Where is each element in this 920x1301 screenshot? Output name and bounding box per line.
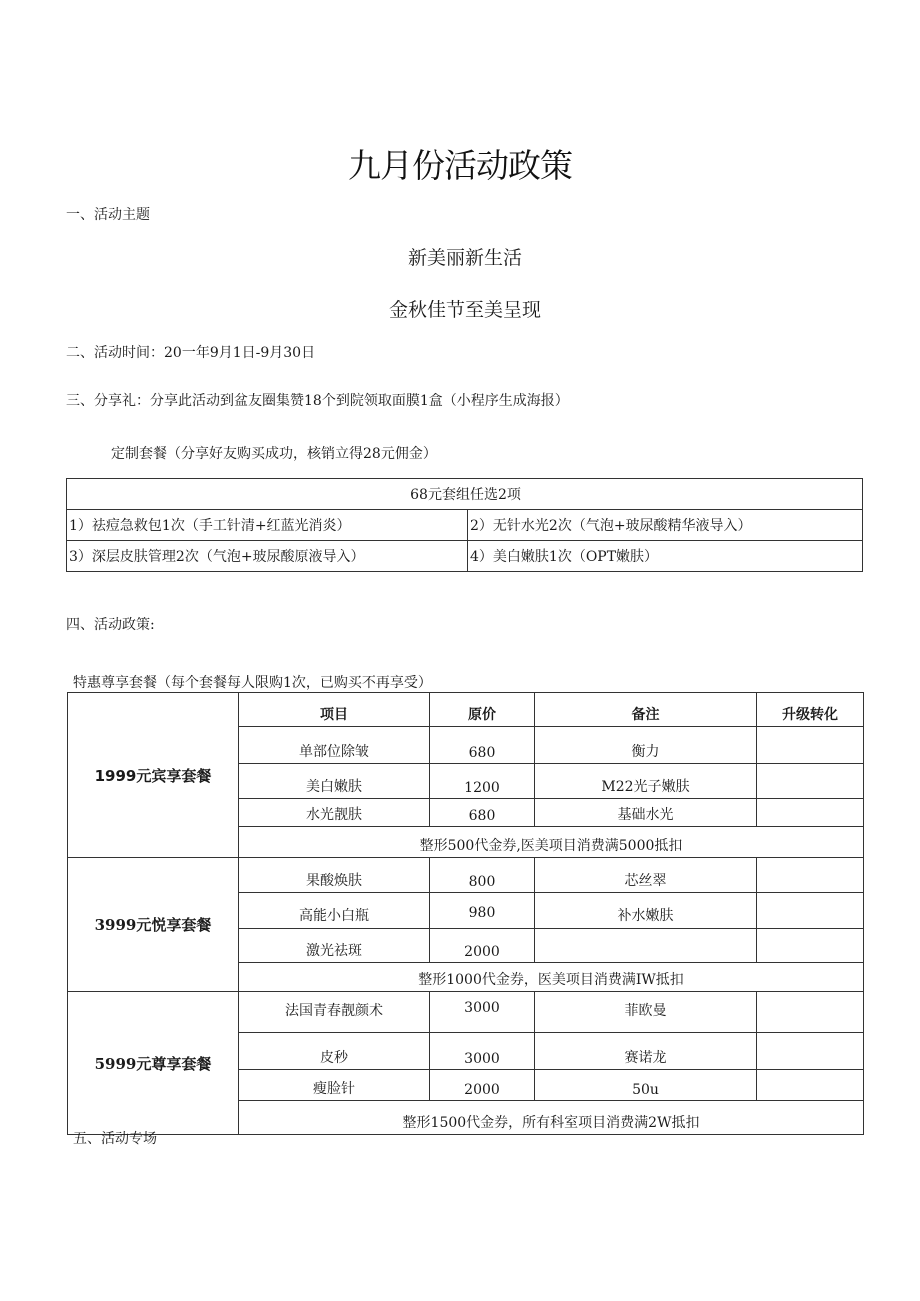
upgrade-cell — [757, 929, 864, 963]
combo-item: 4）美白嫩肤1次（OPT嫩肤） — [468, 541, 863, 572]
combo-table — [66, 478, 863, 572]
column-header-price: 原价 — [430, 693, 535, 727]
item-cell: 果酸焕肤 — [239, 858, 430, 893]
package-table — [67, 692, 864, 1135]
section-1-heading: 一、活动主题 — [66, 207, 150, 223]
upgrade-cell — [757, 992, 864, 1033]
price-cell: 3000 — [430, 1033, 535, 1070]
upgrade-cell — [757, 727, 864, 764]
upgrade-cell — [757, 764, 864, 799]
package-name: 1999元宾享套餐 — [68, 693, 239, 858]
combo-item: 2）无针水光2次（气泡+玻尿酸精华液导入） — [468, 510, 863, 541]
package-footer-note: 整形1500代金券，所有科室项目消费满2W抵扣 — [239, 1101, 864, 1135]
item-cell: 高能小白瓶 — [239, 893, 430, 929]
combo-table-header: 68元套组任选2项 — [67, 479, 863, 510]
custom-package-label: 定制套餐（分享好友购买成功，核销立得28元佣金） — [111, 446, 437, 462]
note-cell: 赛诺龙 — [535, 1033, 757, 1070]
note-cell: M22光子嫩肤 — [535, 764, 757, 799]
price-cell: 680 — [430, 799, 535, 827]
section-5-heading: 五、活动专场 — [73, 1131, 157, 1147]
special-package-label: 特惠尊享套餐（每个套餐每人限购1次，已购买不再享受） — [73, 675, 432, 691]
column-header-upgrade: 升级转化 — [757, 693, 864, 727]
section-3-heading: 三、分享礼：分享此活动到盆友圈集赞18个到院领取面膜1盒（小程序生成海报） — [66, 393, 569, 409]
item-cell: 瘦脸针 — [239, 1070, 430, 1101]
price-cell: 680 — [430, 727, 535, 764]
price-cell: 800 — [430, 858, 535, 893]
column-header-note: 备注 — [535, 693, 757, 727]
note-cell: 芯丝翠 — [535, 858, 757, 893]
package-name: 5999元尊享套餐 — [68, 992, 239, 1135]
note-cell: 衡力 — [535, 727, 757, 764]
price-cell: 980 — [430, 893, 535, 929]
price-cell: 2000 — [430, 929, 535, 963]
note-cell — [535, 929, 757, 963]
price-cell: 2000 — [430, 1070, 535, 1101]
upgrade-cell — [757, 799, 864, 827]
upgrade-cell — [757, 1070, 864, 1101]
upgrade-cell — [757, 893, 864, 929]
note-cell: 补水嫩肤 — [535, 893, 757, 929]
item-cell: 美白嫩肤 — [239, 764, 430, 799]
column-header-item: 项目 — [239, 693, 430, 727]
combo-item: 1）祛痘急救包1次（手工针清+红蓝光消炎） — [67, 510, 468, 541]
item-cell: 皮秒 — [239, 1033, 430, 1070]
section-4-heading: 四、活动政策: — [66, 617, 155, 633]
package-name: 3999元悦享套餐 — [68, 858, 239, 992]
upgrade-cell — [757, 1033, 864, 1070]
theme-line-1: 新美丽新生活 — [407, 247, 522, 269]
section-2-heading: 二、活动时间：20一年9月1日-9月30日 — [66, 345, 316, 361]
note-cell: 基础水光 — [535, 799, 757, 827]
item-cell: 单部位除皱 — [239, 727, 430, 764]
item-cell: 法国青春靓颜术 — [239, 992, 430, 1033]
package-footer-note: 整形1000代金券，医美项目消费满IW抵扣 — [239, 963, 864, 992]
price-cell: 3000 — [430, 992, 535, 1033]
price-cell: 1200 — [430, 764, 535, 799]
item-cell: 水光靓肤 — [239, 799, 430, 827]
note-cell: 50u — [535, 1070, 757, 1101]
page-title: 九月份活动政策 — [348, 146, 572, 185]
combo-item: 3）深层皮肤管理2次（气泡+玻尿酸原液导入） — [67, 541, 468, 572]
theme-line-2: 金秋佳节至美呈现 — [388, 299, 541, 321]
package-footer-note: 整形500代金券,医美项目消费满5000抵扣 — [239, 827, 864, 858]
note-cell: 菲欧曼 — [535, 992, 757, 1033]
item-cell: 激光祛斑 — [239, 929, 430, 963]
upgrade-cell — [757, 858, 864, 893]
